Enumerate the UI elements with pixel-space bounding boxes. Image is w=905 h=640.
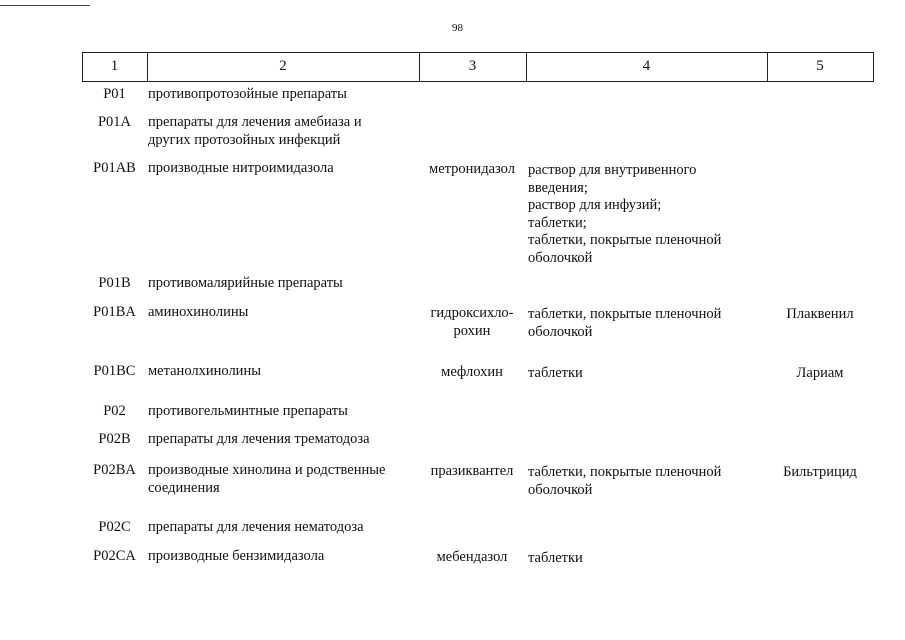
dosage-forms-line: таблетки, покрытые пленочной [528,306,722,322]
atc-code: P01B [98,275,131,291]
atc-code: P02B [98,431,131,447]
group-name [148,403,416,421]
group-name-line: других протозойных инфекций [148,131,341,148]
group-name-line: производные нитроимидазола [148,160,334,176]
atc-code: P02BA [93,462,136,478]
group-name [148,431,416,449]
group-name-line: препараты для лечения нематодоза [148,519,364,535]
dosage-forms-line: оболочкой [528,481,593,498]
header-col-5: 5 [816,58,824,74]
dosage-forms-line: таблетки; [528,214,587,231]
header-top-rule [82,52,874,53]
substance-name [420,161,524,179]
header-col-1: 1 [110,58,119,74]
substance-name [420,364,524,382]
group-name [148,86,416,104]
group-name [148,363,416,381]
dosage-forms [528,162,766,267]
header-col-3: 3 [468,58,477,74]
group-name-line: препараты для лечения амебиаза и [148,114,362,130]
dosage-forms-line: оболочкой [528,249,593,266]
dosage-forms-line: таблетки [528,365,583,381]
substance-name-line: рохин [453,322,491,339]
page-number: 98 [452,22,463,34]
group-name [148,160,416,178]
trade-name: Лариам [796,365,844,381]
atc-code: P01 [103,86,126,102]
dosage-forms [528,306,766,341]
group-name-line: производные хинолина и родственные [148,462,386,478]
trade-name: Плаквенил [786,306,854,322]
substance-name [420,305,524,340]
group-name [148,462,416,497]
dosage-forms [528,550,766,568]
atc-code: P01AB [93,160,136,176]
dosage-forms-line: таблетки, покрытые пленочной [528,232,722,248]
substance-name-line: метронидазол [429,161,515,177]
dosage-forms-line: оболочкой [528,323,593,340]
group-name [148,114,416,149]
dosage-forms [528,365,766,383]
group-name-line: противомалярийные препараты [148,275,343,291]
header-col-2: 2 [279,58,287,74]
group-name [148,304,416,322]
group-name-line: метанолхинолины [148,363,261,379]
substance-name-line: гидроксихло- [430,305,514,321]
group-name-line: противопротозойные препараты [148,86,347,102]
atc-code: P01BA [93,304,136,320]
atc-code: P02CA [93,548,136,564]
dosage-forms [528,464,766,499]
dosage-forms-line: введения; [528,179,588,196]
group-name [148,548,416,566]
top-edge-rule [0,5,90,6]
dosage-forms-line: раствор для внутривенного [528,162,697,178]
atc-code: P01A [97,114,132,130]
dosage-forms-line: раствор для инфузий; [528,197,662,213]
header-col-4: 4 [642,58,651,74]
group-name [148,519,416,537]
group-name-line: соединения [148,479,220,496]
header-bottom-rule [82,81,874,82]
dosage-forms-line: таблетки [528,550,583,566]
group-name [148,275,416,293]
group-name-line: препараты для лечения трематодоза [148,431,370,447]
substance-name [420,549,524,567]
substance-name-line: празиквантел [430,463,514,479]
trade-name: Бильтрицид [783,464,857,480]
col-divider [873,52,874,81]
group-name-line: аминохинолины [148,304,249,320]
substance-name-line: мефлохин [441,364,503,380]
group-name-line: противогельминтные препараты [148,403,348,419]
atc-code: P02C [98,519,131,535]
dosage-forms-line: таблетки, покрытые пленочной [528,464,722,480]
atc-code: P02 [103,403,126,419]
substance-name-line: мебендазол [436,549,508,565]
group-name-line: производные бензимидазола [148,548,325,564]
substance-name [420,463,524,481]
atc-code: P01BC [93,363,136,379]
